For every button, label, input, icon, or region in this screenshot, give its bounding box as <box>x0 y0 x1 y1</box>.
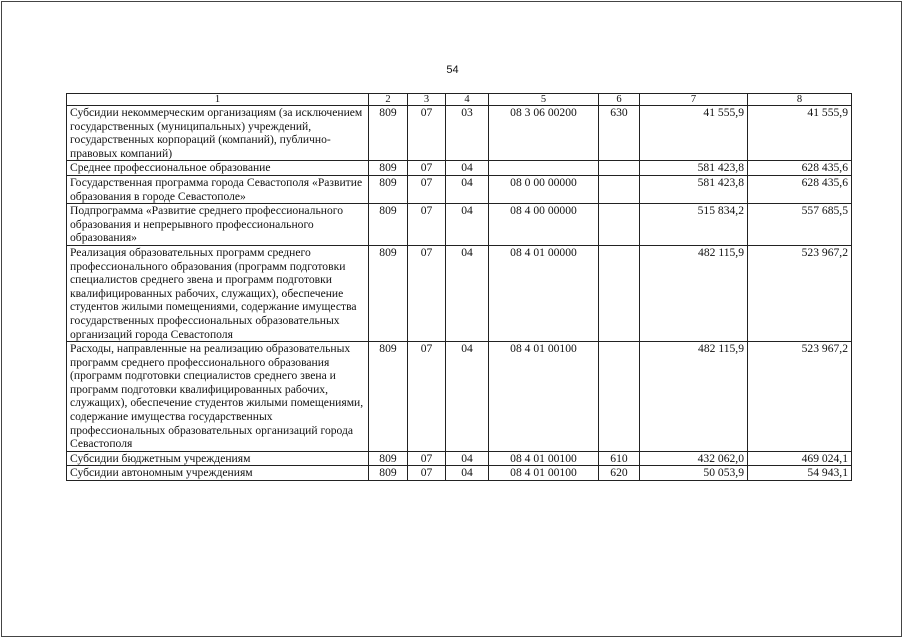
table-row <box>67 451 852 466</box>
amount-year-1: 581 423,8 <box>640 175 748 203</box>
table-row <box>67 175 852 203</box>
expense-type-code <box>599 175 640 203</box>
ministry-code: 809 <box>369 175 408 203</box>
table-row <box>67 342 852 452</box>
section-code: 07 <box>408 466 446 481</box>
expense-type-code <box>599 204 640 246</box>
expense-type-code: 610 <box>599 451 640 466</box>
expense-type-code: 620 <box>599 466 640 481</box>
ministry-code: 809 <box>369 466 408 481</box>
row-name: Государственная программа города Севастополя «Развитие образования в городе Севастополе» <box>67 175 369 203</box>
section-code: 07 <box>408 342 446 452</box>
row-name: Реализация образовательных программ среднего профессионального образования (программ подготовки специалистов среднего звена и программ подготовки квалифицированных рабочих, служащих), обеспечение студентов жилыми помещениями, содержание имущества государственных профессиональных образовательных организаций города Севастополя <box>67 245 369 341</box>
ministry-code: 809 <box>369 161 408 176</box>
target-article-code: 08 4 01 00100 <box>489 466 599 481</box>
target-article-code: 08 4 01 00100 <box>489 451 599 466</box>
target-article-code: 08 0 00 00000 <box>489 175 599 203</box>
amount-year-1: 581 423,8 <box>640 161 748 176</box>
column-header: 2 <box>369 94 408 106</box>
subsection-code: 04 <box>446 451 489 466</box>
row-name: Субсидии бюджетным учреждениям <box>67 451 369 466</box>
section-code: 07 <box>408 245 446 341</box>
amount-year-2: 523 967,2 <box>748 245 852 341</box>
subsection-code: 04 <box>446 466 489 481</box>
section-code: 07 <box>408 161 446 176</box>
table-row <box>67 161 852 176</box>
row-name: Среднее профессиональное образование <box>67 161 369 176</box>
amount-year-1: 50 053,9 <box>640 466 748 481</box>
column-header: 1 <box>67 94 369 106</box>
page-number: 54 <box>446 64 459 76</box>
amount-year-2: 54 943,1 <box>748 466 852 481</box>
section-code: 07 <box>408 106 446 161</box>
amount-year-2: 41 555,9 <box>748 106 852 161</box>
target-article-code: 08 4 01 00100 <box>489 342 599 452</box>
column-header: 8 <box>748 94 852 106</box>
ministry-code: 809 <box>369 204 408 246</box>
column-header: 6 <box>599 94 640 106</box>
budget-table <box>66 93 852 481</box>
column-header: 5 <box>489 94 599 106</box>
ministry-code: 809 <box>369 106 408 161</box>
ministry-code: 809 <box>369 451 408 466</box>
section-code: 07 <box>408 451 446 466</box>
table-row <box>67 466 852 481</box>
amount-year-1: 482 115,9 <box>640 245 748 341</box>
amount-year-2: 557 685,5 <box>748 204 852 246</box>
amount-year-1: 41 555,9 <box>640 106 748 161</box>
expense-type-code <box>599 161 640 176</box>
amount-year-1: 432 062,0 <box>640 451 748 466</box>
column-header: 3 <box>408 94 446 106</box>
amount-year-2: 523 967,2 <box>748 342 852 452</box>
subsection-code: 04 <box>446 204 489 246</box>
row-name: Субсидии некоммерческим организациям (за исключением государственных (муниципальных) учреждений, государственных корпораций (компаний), публично-правовых компаний) <box>67 106 369 161</box>
subsection-code: 04 <box>446 161 489 176</box>
expense-type-code <box>599 245 640 341</box>
expense-type-code <box>599 342 640 452</box>
amount-year-2: 628 435,6 <box>748 161 852 176</box>
row-name: Подпрограмма «Развитие среднего профессионального образования и непрерывного профессионального образования» <box>67 204 369 246</box>
subsection-code: 04 <box>446 245 489 341</box>
table-row <box>67 245 852 341</box>
section-code: 07 <box>408 204 446 246</box>
column-header: 4 <box>446 94 489 106</box>
row-name: Субсидии автономным учреждениям <box>67 466 369 481</box>
table-header-row <box>67 94 852 106</box>
subsection-code: 03 <box>446 106 489 161</box>
row-name: Расходы, направленные на реализацию образовательных программ среднего профессионального образования (программ подготовки специалистов среднего звена и программ подготовки квалифицированных рабочих, служащих), обеспечение студентов жилыми помещениями, содержание имущества государственных профессиональных образовательных организаций города Севастополя <box>67 342 369 452</box>
amount-year-1: 482 115,9 <box>640 342 748 452</box>
target-article-code: 08 4 00 00000 <box>489 204 599 246</box>
subsection-code: 04 <box>446 175 489 203</box>
amount-year-2: 628 435,6 <box>748 175 852 203</box>
column-header: 7 <box>640 94 748 106</box>
section-code: 07 <box>408 175 446 203</box>
target-article-code <box>489 161 599 176</box>
amount-year-2: 469 024,1 <box>748 451 852 466</box>
target-article-code: 08 4 01 00000 <box>489 245 599 341</box>
ministry-code: 809 <box>369 245 408 341</box>
amount-year-1: 515 834,2 <box>640 204 748 246</box>
ministry-code: 809 <box>369 342 408 452</box>
table-row <box>67 204 852 246</box>
table-row <box>67 106 852 161</box>
expense-type-code: 630 <box>599 106 640 161</box>
target-article-code: 08 3 06 00200 <box>489 106 599 161</box>
subsection-code: 04 <box>446 342 489 452</box>
